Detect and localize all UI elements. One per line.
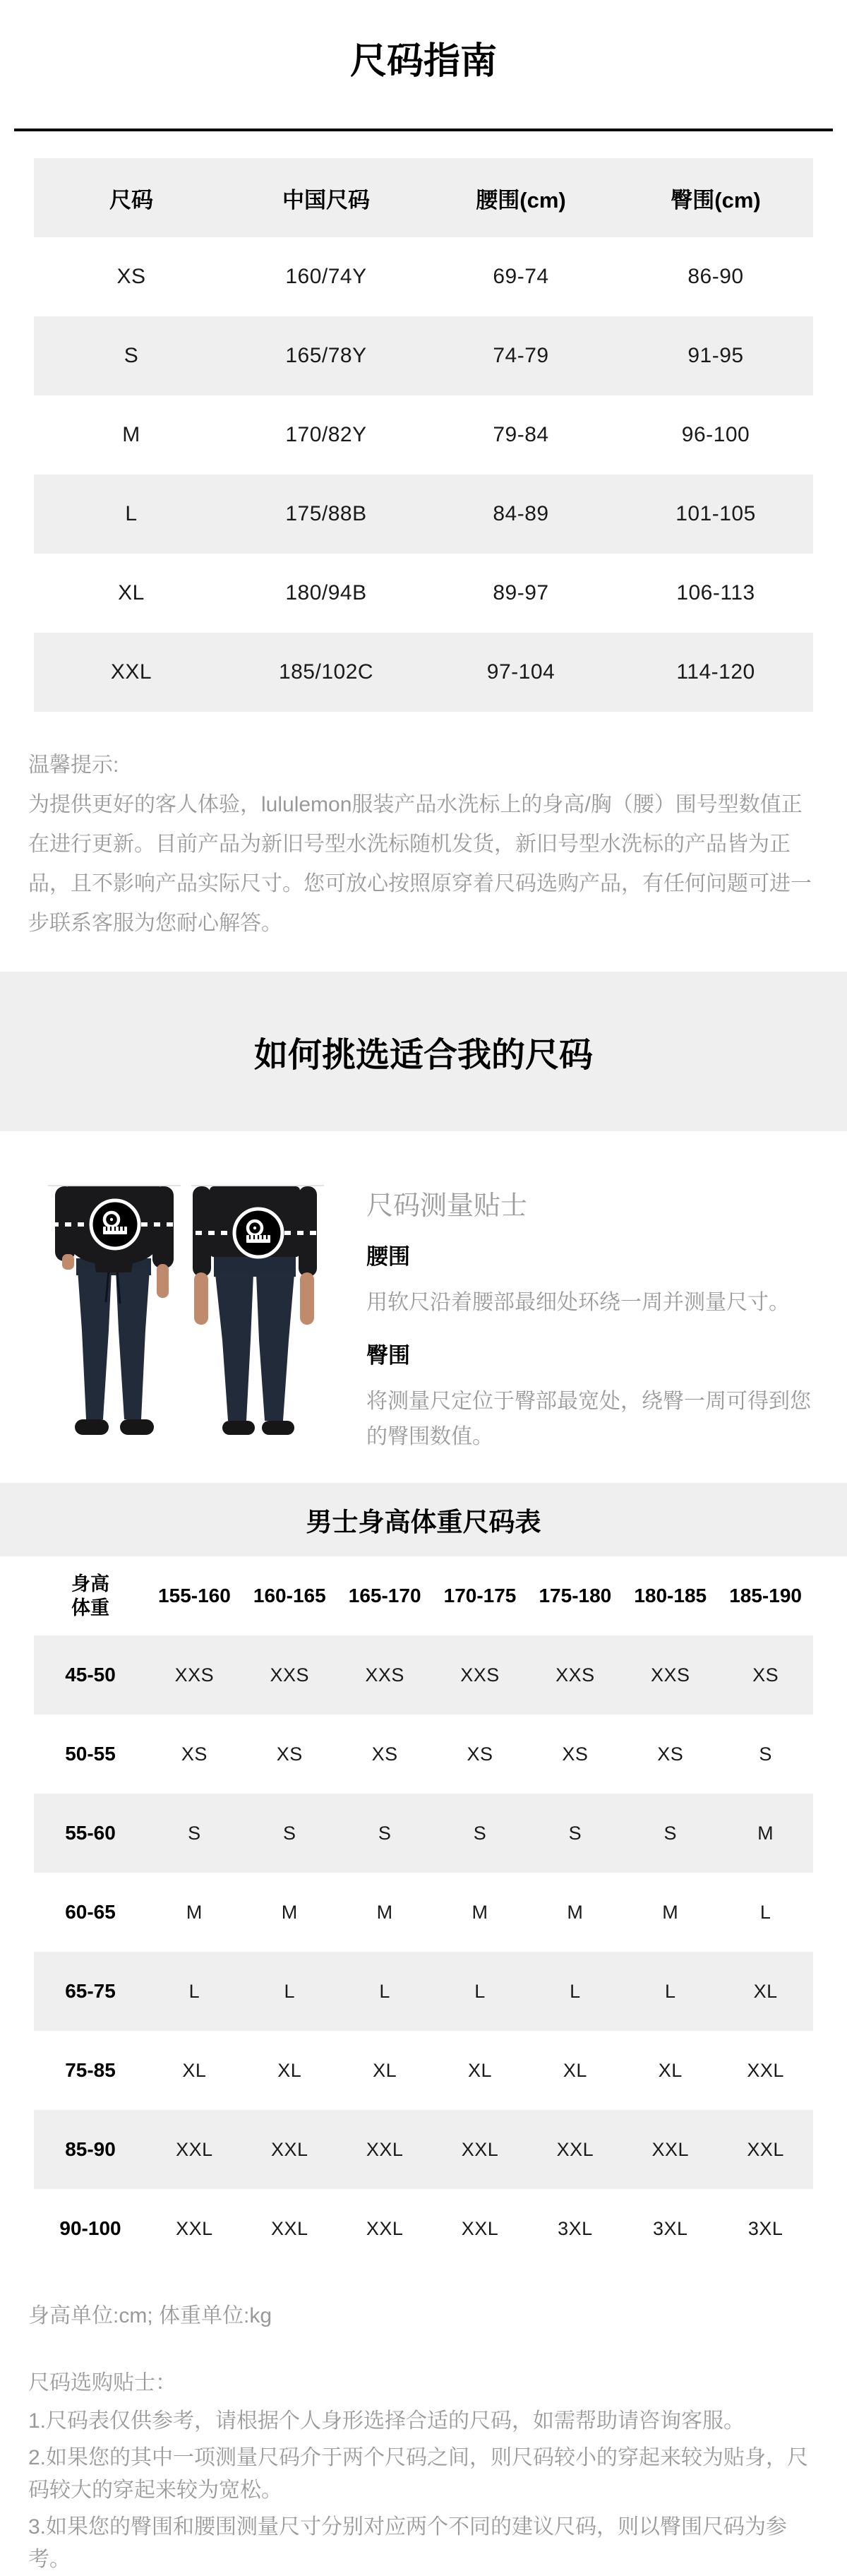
table-cell: L — [759, 1901, 771, 1923]
table-cell: XXS — [270, 1664, 310, 1686]
size-cell: S — [124, 344, 139, 367]
column-header: 165-170 — [348, 1585, 421, 1606]
tape-measure-badge-icon — [91, 1200, 139, 1248]
row-header: 50-55 — [65, 1743, 116, 1765]
table-cell: 180/94B — [285, 581, 367, 604]
table-cell: XL — [277, 2059, 302, 2081]
size-cell: XL — [118, 581, 145, 604]
table-cell: XS — [276, 1743, 303, 1765]
table-cell: S — [759, 1743, 772, 1765]
column-header: 175-180 — [539, 1585, 612, 1606]
table-cell: XS — [752, 1664, 779, 1686]
table-row — [34, 1635, 813, 1715]
how-to-title: 如何挑选适合我的尺码 — [253, 1036, 593, 1074]
table-cell: XL — [563, 2059, 587, 2081]
column-header: 尺码 — [109, 187, 153, 213]
size-cell: L — [125, 502, 138, 525]
table-cell: XS — [562, 1743, 589, 1765]
size-cell: M — [122, 423, 140, 446]
table-cell: M — [662, 1901, 679, 1923]
table-cell: XXL — [461, 2217, 499, 2239]
table-cell: M — [186, 1901, 203, 1923]
table-cell: 160/74Y — [285, 265, 367, 288]
table-cell: XL — [467, 2059, 493, 2081]
figure-front — [48, 1185, 181, 1435]
how-to-band — [0, 972, 847, 1131]
row-header: 65-75 — [65, 1980, 116, 2002]
row-header: 60-65 — [65, 1901, 116, 1923]
size-measure-illustration — [47, 1181, 325, 1453]
page-title: 尺码指南 — [349, 41, 497, 82]
table-row — [34, 1556, 813, 1635]
table-cell: XS — [181, 1743, 208, 1765]
tip-item: 1.尺码表仅供参考，请根据个人身形选择合适的尺码，如需帮助请咨询客服。 — [28, 2409, 745, 2433]
measure-section — [47, 1181, 847, 1455]
table-cell: L — [474, 1980, 486, 2002]
table-cell: M — [281, 1901, 298, 1923]
figure-back — [191, 1185, 324, 1435]
tip-item: 3.如果您的臀围和腰围测量尺寸分别对应两个不同的建议尺码，则以臀围尺码为参考。 — [28, 2515, 788, 2571]
table-cell: XXL — [176, 2138, 213, 2160]
units-note: 身高单位:cm; 体重单位:kg — [28, 2304, 272, 2327]
table-cell: XXL — [651, 2138, 689, 2160]
table-cell: L — [570, 1980, 581, 2002]
table-row — [34, 1794, 813, 1873]
table-cell: XS — [467, 1743, 493, 1765]
row-header: 85-90 — [65, 2138, 116, 2160]
table-cell: 165/78Y — [285, 344, 367, 367]
table-cell: XL — [373, 2059, 397, 2081]
table-cell: S — [378, 1822, 392, 1844]
row-header: 75-85 — [65, 2059, 116, 2081]
table-cell: S — [663, 1822, 677, 1844]
measure-title: 尺码测量贴士 — [366, 1191, 528, 1221]
table-cell: 96-100 — [681, 423, 750, 446]
table-cell: M — [471, 1901, 488, 1923]
table-cell: S — [283, 1822, 296, 1844]
table-cell: 175/88B — [285, 502, 367, 525]
measure-text-block — [366, 1181, 824, 1455]
table-cell: XXL — [366, 2138, 404, 2160]
table-row — [34, 475, 813, 554]
table-cell: 3XL — [747, 2217, 783, 2239]
table-cell: XXS — [460, 1664, 500, 1686]
row-header: 45-50 — [65, 1664, 116, 1686]
table-row — [34, 554, 813, 633]
column-header: 160-165 — [253, 1585, 326, 1606]
notice-block — [28, 746, 819, 943]
table-cell: 86-90 — [687, 265, 744, 288]
table-cell: XXS — [555, 1664, 595, 1686]
notice-title: 温馨提示: — [28, 753, 119, 777]
column-header: 170-175 — [443, 1585, 517, 1606]
table-cell: XXL — [271, 2217, 308, 2239]
table-cell: 106-113 — [676, 581, 755, 604]
column-header: 180-185 — [634, 1585, 707, 1606]
table-cell: XXL — [556, 2138, 594, 2160]
table-cell: XL — [182, 2059, 207, 2081]
table-cell: L — [188, 1980, 200, 2002]
corner-header-line: 体重 — [71, 1597, 109, 1618]
column-header: 中国尺码 — [282, 187, 370, 213]
table-cell: XXL — [461, 2138, 499, 2160]
table-cell: 89-97 — [493, 581, 549, 604]
table-cell: XL — [658, 2059, 683, 2081]
waist-desc: 用软尺沿着腰部最细处环绕一周并测量尺寸。 — [366, 1291, 790, 1314]
table-cell: XS — [371, 1743, 398, 1765]
column-header: 185-190 — [729, 1585, 802, 1606]
hw-table-band — [0, 1483, 847, 1556]
table-row — [34, 2189, 813, 2268]
table-cell: 97-104 — [486, 660, 555, 684]
table-cell: XXL — [747, 2138, 784, 2160]
row-header: 55-60 — [65, 1822, 116, 1844]
table-cell: 74-79 — [493, 344, 549, 367]
table-row — [34, 2031, 813, 2110]
table-cell: XXL — [747, 2059, 784, 2081]
table-cell: 170/82Y — [285, 423, 367, 446]
table-cell: 84-89 — [493, 502, 549, 525]
table-row — [34, 158, 813, 237]
tips-title: 尺码选购贴士： — [28, 2371, 176, 2395]
table-cell: S — [188, 1822, 201, 1844]
tape-measure-badge-icon — [234, 1209, 282, 1257]
table-row — [34, 237, 813, 316]
table-row — [34, 1715, 813, 1794]
table-cell: XXL — [271, 2138, 308, 2160]
hip-desc: 将测量尺定位于臀部最宽处，绕臀一周可得到您的臀围数值。 — [366, 1390, 811, 1448]
table-cell: S — [473, 1822, 487, 1844]
table-row — [34, 395, 813, 475]
hw-table-title: 男士身高体重尺码表 — [306, 1508, 541, 1537]
table-cell: M — [757, 1822, 774, 1844]
table-cell: 101-105 — [675, 502, 756, 525]
table-cell: 185/102C — [278, 660, 374, 684]
table-row — [34, 316, 813, 395]
waist-label: 腰围 — [366, 1244, 410, 1269]
table-row — [34, 1873, 813, 1952]
height-weight-table — [34, 1556, 813, 2268]
table-row — [34, 633, 813, 712]
table-cell: XS — [657, 1743, 684, 1765]
notice-body: 为提供更好的客人体验，lululemon服装产品水洗标上的身高/胸（腰）围号型数值正在进行更新。目前产品为新旧号型水洗标随机发货，新旧号型水洗标的产品皆为正品，且不影响产品实际尺寸。您可放心按照原穿着尺码选购产品，有任何问题可进一步联系客服为您耐心解答。 — [28, 793, 812, 935]
column-header: 臀围(cm) — [671, 187, 761, 213]
size-table — [34, 158, 813, 712]
table-cell: M — [376, 1901, 393, 1923]
column-header: 腰围(cm) — [476, 187, 566, 213]
table-cell: L — [284, 1980, 296, 2002]
table-cell: XXL — [366, 2217, 404, 2239]
table-row — [34, 2110, 813, 2189]
table-cell: S — [568, 1822, 582, 1844]
row-header: 90-100 — [59, 2217, 121, 2239]
table-cell: 79-84 — [493, 423, 549, 446]
table-cell: XXS — [650, 1664, 690, 1686]
size-cell: XXL — [110, 660, 152, 684]
corner-header — [34, 1572, 147, 1620]
table-cell: XXS — [174, 1664, 215, 1686]
column-header: 155-160 — [158, 1585, 231, 1606]
table-cell: 69-74 — [493, 265, 549, 288]
size-cell: XS — [116, 265, 146, 288]
hip-label: 臀围 — [366, 1343, 410, 1368]
table-cell: 91-95 — [687, 344, 744, 367]
corner-header-line: 身高 — [71, 1573, 109, 1594]
table-row — [34, 1952, 813, 2031]
tips-block — [28, 2367, 816, 2576]
header-divider — [14, 129, 833, 131]
table-cell: 114-120 — [676, 660, 755, 684]
table-cell: M — [567, 1901, 584, 1923]
table-cell: XXL — [176, 2217, 213, 2239]
table-cell: L — [379, 1980, 390, 2002]
tip-item: 2.如果您的其中一项测量尺码介于两个尺码之间，则尺码较小的穿起来较为贴身，尺码较大的穿起来较为宽松。 — [28, 2446, 809, 2502]
table-cell: L — [664, 1980, 676, 2002]
table-cell: XL — [753, 1980, 778, 2002]
table-cell: XXS — [365, 1664, 404, 1686]
table-cell: 3XL — [652, 2217, 688, 2239]
table-cell: 3XL — [558, 2217, 593, 2239]
